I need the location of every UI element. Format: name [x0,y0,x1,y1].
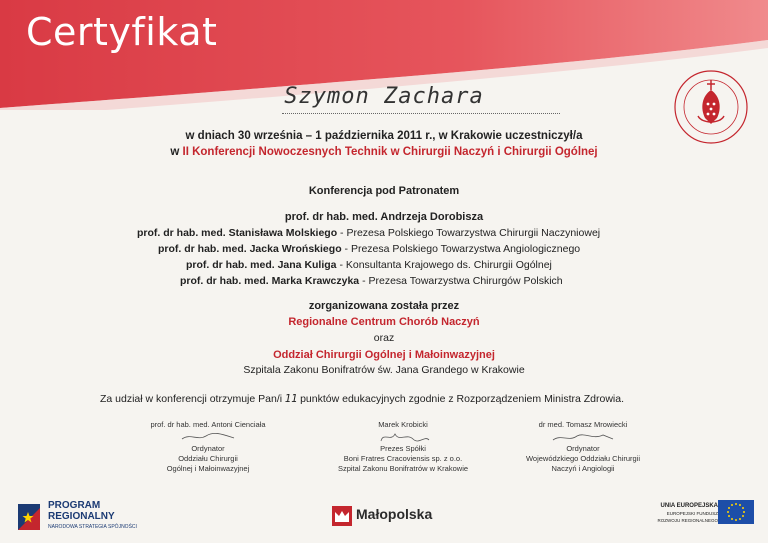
patron-name: prof. dr hab. med. Stanisława Molskiego [137,227,338,239]
patron-4 [186,259,552,271]
handwritten-signature [363,430,443,444]
organizer-2: Oddział Chirurgii Ogólnej i Małoinwazyjnej [273,349,495,361]
participant-name: Szymon Zachara [284,84,484,109]
program-line1: PROGRAM [48,500,101,511]
patron-role: - Prezesa Polskiego Towarzystwa Chirurgii Naczyniowej [337,227,601,239]
signatory-name: prof. dr hab. med. Antoni Cienciała [150,420,266,429]
name-underline [282,113,560,114]
organizer-1: Regionalne Centrum Chorób Naczyń [288,316,480,328]
signature-block-1 [128,420,288,474]
conference-prefix: w [170,146,183,158]
and-text: oraz [373,332,395,344]
conference-name: II Konferencji Nowoczesnych Technik w Chirurgii Naczyń i Chirurgii Ogólnej [182,146,598,158]
signatory-title: Ordynator [566,444,600,453]
signatory-title: Ordynator [191,444,225,453]
signature-block-2 [318,420,488,474]
points-after: punktów edukacyjnych zgodnie z Rozporządzeniem Ministra Zdrowia. [300,393,624,405]
points-before: Za udział w konferencji otrzymuje Pan/i [100,393,283,405]
patron-3 [158,243,580,255]
patron-role: - Prezesa Polskiego Towarzystwa Angiologicznego [341,243,581,255]
eu-line1: UNIA EUROPEJSKA [660,503,718,509]
attendance-line: w dniach 30 września – 1 października 2011 r., w Krakowie uczestniczył/a [185,130,583,142]
signatory-title: Oddziału Chirurgii [178,454,238,463]
points-value: 11 [284,393,298,405]
eu-line3: ROZWOJU REGIONALNEGO [657,518,718,523]
patron-2 [137,227,600,239]
patron-name: prof. dr hab. med. Marka Krawczyka [180,275,360,287]
points-statement [100,393,624,405]
signatory-title: Naczyń i Angiologii [551,464,615,473]
conference-line [0,146,768,158]
program-regionalny-logo [16,500,46,536]
program-line2: REGIONALNY [48,511,115,522]
malopolska-text: Małopolska [356,506,433,522]
signatory-title: Boni Fratres Cracoviensis sp. z o.o. [343,454,463,463]
malopolska-logo [332,506,352,526]
signature-block-3 [498,420,668,474]
eu-flag-logo [718,500,754,524]
eu-line2: EUROPEJSKI FUNDUSZ [666,511,718,516]
signatory-title: Szpital Zakonu Bonifratrów w Krakowie [337,464,469,473]
signatory-title: Wojewódzkiego Oddziału Chirurgii [525,454,641,463]
handwritten-signature [168,430,248,444]
signatory-name: dr med. Tomasz Mrowiecki [538,420,628,429]
patron-1: prof. dr hab. med. Andrzeja Dorobisza [284,211,484,223]
signatory-title: Prezes Spółki [380,444,426,453]
patron-name: prof. dr hab. med. Jacka Wrońskiego [158,243,342,255]
signatory-name: Marek Krobicki [378,420,428,429]
eu-text [648,503,718,524]
organized-by: zorganizowana została przez [308,300,460,312]
signatory-title: Ogólnej i Małoinwazyjnej [166,464,250,473]
handwritten-signature [543,430,623,444]
patron-5 [180,275,563,287]
patronage-heading: Konferencja pod Patronatem [308,185,460,197]
certificate-title: Certyfikat [26,10,218,54]
patron-role: - Prezesa Towarzystwa Chirurgów Polskich [359,275,563,287]
organizer-2-hospital: Szpitala Zakonu Bonifratrów św. Jana Grandego w Krakowie [243,364,525,376]
program-strategy: NARODOWA STRATEGIA SPÓJNOŚCI [48,524,137,530]
patron-role: - Konsultanta Krajowego ds. Chirurgii Ogólnej [336,259,552,271]
program-regionalny-text [48,500,137,533]
patron-name: prof. dr hab. med. Jana Kuliga [186,259,337,271]
